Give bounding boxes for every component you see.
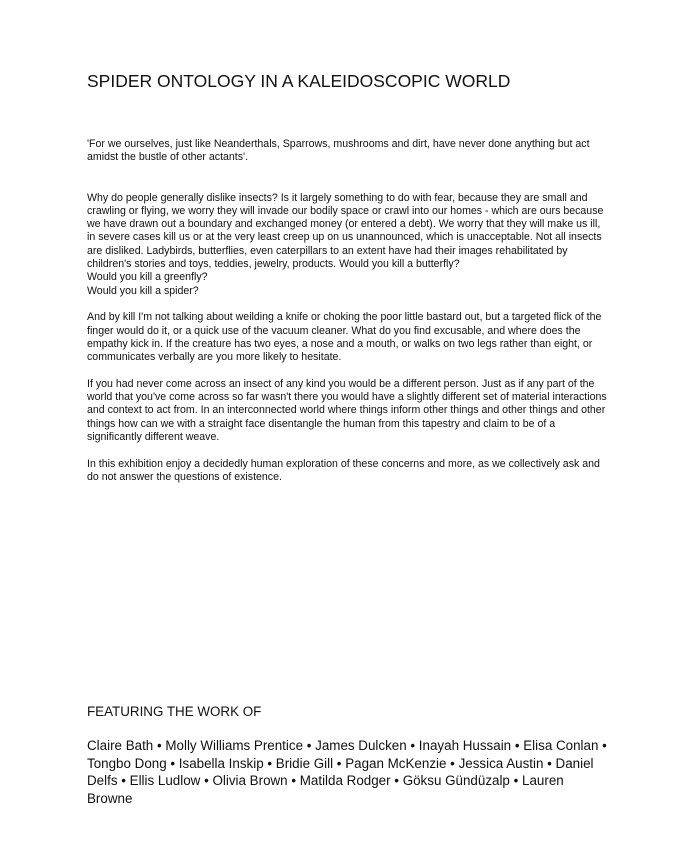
question-spider: Would you kill a spider? xyxy=(87,284,199,297)
page-title: SPIDER ONTOLOGY IN A KALEIDOSCOPIC WORLD xyxy=(87,71,511,91)
paragraph-interconnected: If you had never come across an insect of any kind you would be a different person. Just as if any part of the world that you've come across so far wasn't there you would have a slightly different set of material interactions and context to act from. In an interconnected world where things inform other things and other things and other things how can we with a straight face disentangle the human from this tapestry and claim to be of a significantly different weave. xyxy=(87,377,607,443)
featuring-heading: FEATURING THE WORK OF xyxy=(87,704,262,719)
epigraph-quote: 'For we ourselves, just like Neanderthals, Sparrows, mushrooms and dirt, have never done anything but act amidst the bustle of other actants'. xyxy=(87,138,590,164)
paragraph-insects: Why do people generally dislike insects? Is it largely something to do with fear, because they are small and crawling or flying, we worry they will invade our bodily space or crawl into our homes - which are ours because we have drawn out a boundary and exchanged money (or entered a debt). We worry that they will make us ill, in severe cases kill us or at the very least creep up on us unannounced, which is unacceptable. Not all insects are disliked. Ladybirds, butterflies, even caterpillars to an extent have had their images rehabilitated by children's stories and toys, teddies, jewelry, products. Would you kill a butterfly? xyxy=(87,191,604,271)
paragraph-kill: And by kill I'm not talking about weilding a knife or choking the poor little bastard out, but a targeted flick of the finger would do it, or a quick use of the vacuum cleaner. What do you find excusable, and where does the empathy kick in. If the creature has two eyes, a nose and a mouth, or walks on two legs rather than eight, or communicates verbally are you more likely to hesitate. xyxy=(87,311,602,364)
body-text xyxy=(87,138,609,484)
question-greenfly: Would you kill a greenfly? xyxy=(87,271,208,284)
artist-list: Claire Bath • Molly Williams Prentice • James Dulcken • Inayah Hussain • Elisa Conlan • Tongbo Dong • Isabella Inskip • Bridie Gill • Pagan McKenzie • Jessica Austin • Daniel Delfs • Ellis Ludlow • Olivia Brown • Matilda Rodger • Göksu Gündüzalp • Lauren Browne xyxy=(87,738,607,806)
paragraph-exhibition: In this exhibition enjoy a decidedly human exploration of these concerns and more, as we collectively ask and do not answer the questions of existence. xyxy=(87,457,600,483)
